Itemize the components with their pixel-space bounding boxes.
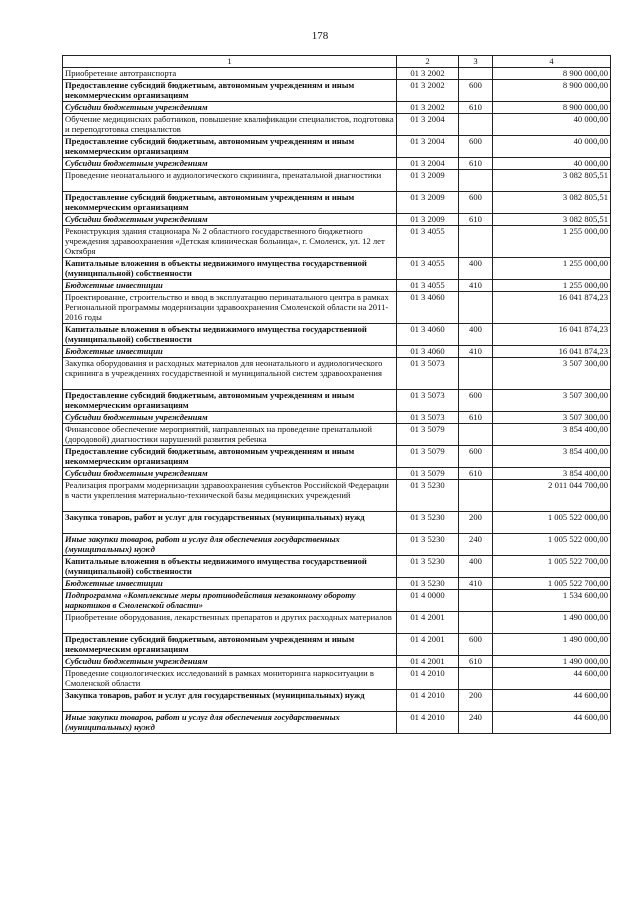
row-expense-type: 600 [459, 136, 493, 158]
row-expense-type [459, 668, 493, 690]
row-name: Предоставление субсидий бюджетным, автономным учреждениям и иным некоммерческим организациям [63, 136, 397, 158]
row-name: Предоставление субсидий бюджетным, автономным учреждениям и иным некоммерческим организациям [63, 390, 397, 412]
row-name: Закупка товаров, работ и услуг для государственных (муниципальных) нужд [63, 512, 397, 534]
row-name: Приобретение оборудования, лекарственных препаратов и других расходных материалов [63, 612, 397, 634]
row-amount: 40 000,00 [493, 158, 611, 170]
row-expense-type [459, 358, 493, 390]
row-name: Бюджетные инвестиции [63, 578, 397, 590]
table-row [63, 346, 611, 358]
row-expense-type: 410 [459, 280, 493, 292]
table-row [63, 68, 611, 80]
table-row [63, 612, 611, 634]
column-header-amount: 4 [493, 56, 611, 68]
row-amount: 1 005 522 700,00 [493, 556, 611, 578]
row-name: Бюджетные инвестиции [63, 280, 397, 292]
row-code: 01 3 2009 [397, 214, 459, 226]
row-code: 01 3 5079 [397, 446, 459, 468]
row-amount: 2 011 044 700,00 [493, 480, 611, 512]
row-amount: 1 255 000,00 [493, 226, 611, 258]
row-code: 01 3 5230 [397, 534, 459, 556]
row-code: 01 3 2009 [397, 170, 459, 192]
row-name: Предоставление субсидий бюджетным, автономным учреждениям и иным некоммерческим организациям [63, 446, 397, 468]
row-code: 01 3 5230 [397, 556, 459, 578]
row-name: Предоставление субсидий бюджетным, автономным учреждениям и иным некоммерческим организациям [63, 192, 397, 214]
table-row [63, 292, 611, 324]
table-row [63, 578, 611, 590]
row-name: Проведение социологических исследований в рамках мониторинга наркоситуации в Смоленской области [63, 668, 397, 690]
row-amount: 3 507 300,00 [493, 358, 611, 390]
table-row [63, 136, 611, 158]
row-amount: 1 490 000,00 [493, 612, 611, 634]
table-row [63, 412, 611, 424]
row-code: 01 4 2001 [397, 634, 459, 656]
row-expense-type [459, 114, 493, 136]
table-row [63, 226, 611, 258]
row-name: Обучение медицинских работников, повышение квалификации специалистов, подготовка и переподготовка специалистов [63, 114, 397, 136]
row-expense-type [459, 68, 493, 80]
row-expense-type: 610 [459, 158, 493, 170]
row-amount: 3 082 805,51 [493, 214, 611, 226]
row-name: Субсидии бюджетным учреждениям [63, 214, 397, 226]
column-header-expense-type: 3 [459, 56, 493, 68]
row-code: 01 4 2001 [397, 612, 459, 634]
row-amount: 44 600,00 [493, 712, 611, 734]
row-expense-type: 200 [459, 690, 493, 712]
row-expense-type [459, 226, 493, 258]
row-code: 01 3 4055 [397, 258, 459, 280]
row-amount: 3 082 805,51 [493, 170, 611, 192]
row-name: Предоставление субсидий бюджетным, автономным учреждениям и иным некоммерческим организациям [63, 634, 397, 656]
row-code: 01 3 2004 [397, 136, 459, 158]
table-row [63, 324, 611, 346]
budget-table [62, 55, 611, 734]
row-name: Закупка оборудования и расходных материалов для неонатального и аудиологического скрининга в учреждениях государственной и муниципальной систем здравоохранения [63, 358, 397, 390]
row-name: Финансовое обеспечение мероприятий, направленных на проведение пренатальной (дородовой) диагностики нарушений развития ребенка [63, 424, 397, 446]
row-code: 01 3 2004 [397, 158, 459, 170]
row-name: Капитальные вложения в объекты недвижимого имущества государственной (муниципальной) собственности [63, 324, 397, 346]
row-amount: 40 000,00 [493, 136, 611, 158]
row-name: Приобретение автотранспорта [63, 68, 397, 80]
row-expense-type: 400 [459, 556, 493, 578]
row-amount: 3 507 300,00 [493, 412, 611, 424]
row-expense-type: 610 [459, 412, 493, 424]
table-row [63, 480, 611, 512]
row-expense-type: 600 [459, 192, 493, 214]
row-amount: 3 854 400,00 [493, 446, 611, 468]
row-code: 01 3 2002 [397, 68, 459, 80]
row-name: Бюджетные инвестиции [63, 346, 397, 358]
table-row [63, 590, 611, 612]
column-header-code: 2 [397, 56, 459, 68]
row-expense-type: 200 [459, 512, 493, 534]
row-expense-type: 240 [459, 534, 493, 556]
row-expense-type: 600 [459, 80, 493, 102]
row-expense-type [459, 480, 493, 512]
row-amount: 1 490 000,00 [493, 656, 611, 668]
table-row [63, 534, 611, 556]
row-code: 01 4 2010 [397, 712, 459, 734]
table-row [63, 468, 611, 480]
table-row [63, 556, 611, 578]
row-code: 01 4 2010 [397, 690, 459, 712]
table-row [63, 280, 611, 292]
row-name: Субсидии бюджетным учреждениям [63, 158, 397, 170]
row-amount: 44 600,00 [493, 668, 611, 690]
row-amount: 3 854 400,00 [493, 468, 611, 480]
row-name: Закупка товаров, работ и услуг для государственных (муниципальных) нужд [63, 690, 397, 712]
row-amount: 16 041 874,23 [493, 346, 611, 358]
row-code: 01 3 5073 [397, 358, 459, 390]
row-amount: 16 041 874,23 [493, 292, 611, 324]
row-amount: 1 005 522 700,00 [493, 578, 611, 590]
row-expense-type [459, 590, 493, 612]
row-amount: 40 000,00 [493, 114, 611, 136]
row-code: 01 3 4060 [397, 292, 459, 324]
table-row [63, 512, 611, 534]
row-code: 01 3 2002 [397, 80, 459, 102]
row-code: 01 4 2010 [397, 668, 459, 690]
row-code: 01 3 2002 [397, 102, 459, 114]
row-expense-type: 600 [459, 634, 493, 656]
row-name: Капитальные вложения в объекты недвижимого имущества государственной (муниципальной) собственности [63, 556, 397, 578]
table-row [63, 80, 611, 102]
row-code: 01 3 5079 [397, 468, 459, 480]
row-expense-type: 600 [459, 446, 493, 468]
row-expense-type: 610 [459, 656, 493, 668]
table-row [63, 390, 611, 412]
table-row [63, 358, 611, 390]
row-expense-type [459, 292, 493, 324]
row-code: 01 3 4055 [397, 226, 459, 258]
table-row [63, 114, 611, 136]
row-code: 01 3 4055 [397, 280, 459, 292]
table-row [63, 712, 611, 734]
row-name: Субсидии бюджетным учреждениям [63, 412, 397, 424]
row-amount: 1 534 600,00 [493, 590, 611, 612]
row-amount: 3 082 805,51 [493, 192, 611, 214]
row-amount: 16 041 874,23 [493, 324, 611, 346]
row-amount: 3 507 300,00 [493, 390, 611, 412]
row-name: Подпрограмма «Комплексные меры противодействия незаконному обороту наркотиков в Смоленской области» [63, 590, 397, 612]
row-code: 01 3 5073 [397, 390, 459, 412]
table-row [63, 214, 611, 226]
row-name: Предоставление субсидий бюджетным, автономным учреждениям и иным некоммерческим организациям [63, 80, 397, 102]
column-header-name: 1 [63, 56, 397, 68]
row-name: Иные закупки товаров, работ и услуг для обеспечения государственных (муниципальных) нужд [63, 534, 397, 556]
row-amount: 8 900 000,00 [493, 80, 611, 102]
row-code: 01 3 4060 [397, 346, 459, 358]
row-name: Субсидии бюджетным учреждениям [63, 656, 397, 668]
table-row [63, 258, 611, 280]
row-expense-type: 610 [459, 468, 493, 480]
row-code: 01 3 5230 [397, 578, 459, 590]
table-row [63, 656, 611, 668]
row-expense-type: 410 [459, 346, 493, 358]
row-amount: 3 854 400,00 [493, 424, 611, 446]
row-amount: 8 900 000,00 [493, 68, 611, 80]
row-code: 01 3 2009 [397, 192, 459, 214]
row-name: Иные закупки товаров, работ и услуг для обеспечения государственных (муниципальных) нужд [63, 712, 397, 734]
row-code: 01 4 2001 [397, 656, 459, 668]
row-expense-type [459, 424, 493, 446]
row-amount: 44 600,00 [493, 690, 611, 712]
row-code: 01 3 5230 [397, 512, 459, 534]
row-expense-type: 610 [459, 102, 493, 114]
table-row [63, 102, 611, 114]
table-header-row [63, 56, 611, 68]
row-amount: 1 005 522 000,00 [493, 534, 611, 556]
row-name: Реализация программ модернизации здравоохранения субъектов Российской Федерации в части укрепления материально-технической базы медицинских учреждений [63, 480, 397, 512]
row-name: Субсидии бюджетным учреждениям [63, 102, 397, 114]
row-expense-type: 240 [459, 712, 493, 734]
row-code: 01 3 5230 [397, 480, 459, 512]
table-row [63, 634, 611, 656]
row-amount: 1 005 522 000,00 [493, 512, 611, 534]
row-expense-type: 400 [459, 324, 493, 346]
table-row [63, 192, 611, 214]
row-name: Реконструкция здания стационара № 2 областного государственного бюджетного учреждения здравоохранения «Детская клиническая больница», г. Смоленск, ул. 12 лет Октября [63, 226, 397, 258]
row-code: 01 3 2004 [397, 114, 459, 136]
row-name: Проектирование, строительство и ввод в эксплуатацию перинатального центра в рамках Региональной программы модернизации здравоохранения Смоленской области на 2011-2016 годы [63, 292, 397, 324]
table-row [63, 170, 611, 192]
row-code: 01 3 5073 [397, 412, 459, 424]
page-number: 178 [311, 30, 329, 42]
row-expense-type: 410 [459, 578, 493, 590]
table-row [63, 690, 611, 712]
row-amount: 8 900 000,00 [493, 102, 611, 114]
table-row [63, 668, 611, 690]
row-expense-type: 610 [459, 214, 493, 226]
table-body [63, 68, 611, 734]
row-code: 01 4 0000 [397, 590, 459, 612]
row-expense-type: 400 [459, 258, 493, 280]
row-amount: 1 255 000,00 [493, 280, 611, 292]
row-amount: 1 490 000,00 [493, 634, 611, 656]
row-amount: 1 255 000,00 [493, 258, 611, 280]
row-name: Субсидии бюджетным учреждениям [63, 468, 397, 480]
row-expense-type [459, 170, 493, 192]
row-expense-type [459, 612, 493, 634]
row-name: Проведение неонатального и аудиологического скрининга, пренатальной диагностики [63, 170, 397, 192]
row-expense-type: 600 [459, 390, 493, 412]
table-row [63, 446, 611, 468]
row-code: 01 3 4060 [397, 324, 459, 346]
row-name: Капитальные вложения в объекты недвижимого имущества государственной (муниципальной) собственности [63, 258, 397, 280]
table-row [63, 424, 611, 446]
row-code: 01 3 5079 [397, 424, 459, 446]
table-row [63, 158, 611, 170]
